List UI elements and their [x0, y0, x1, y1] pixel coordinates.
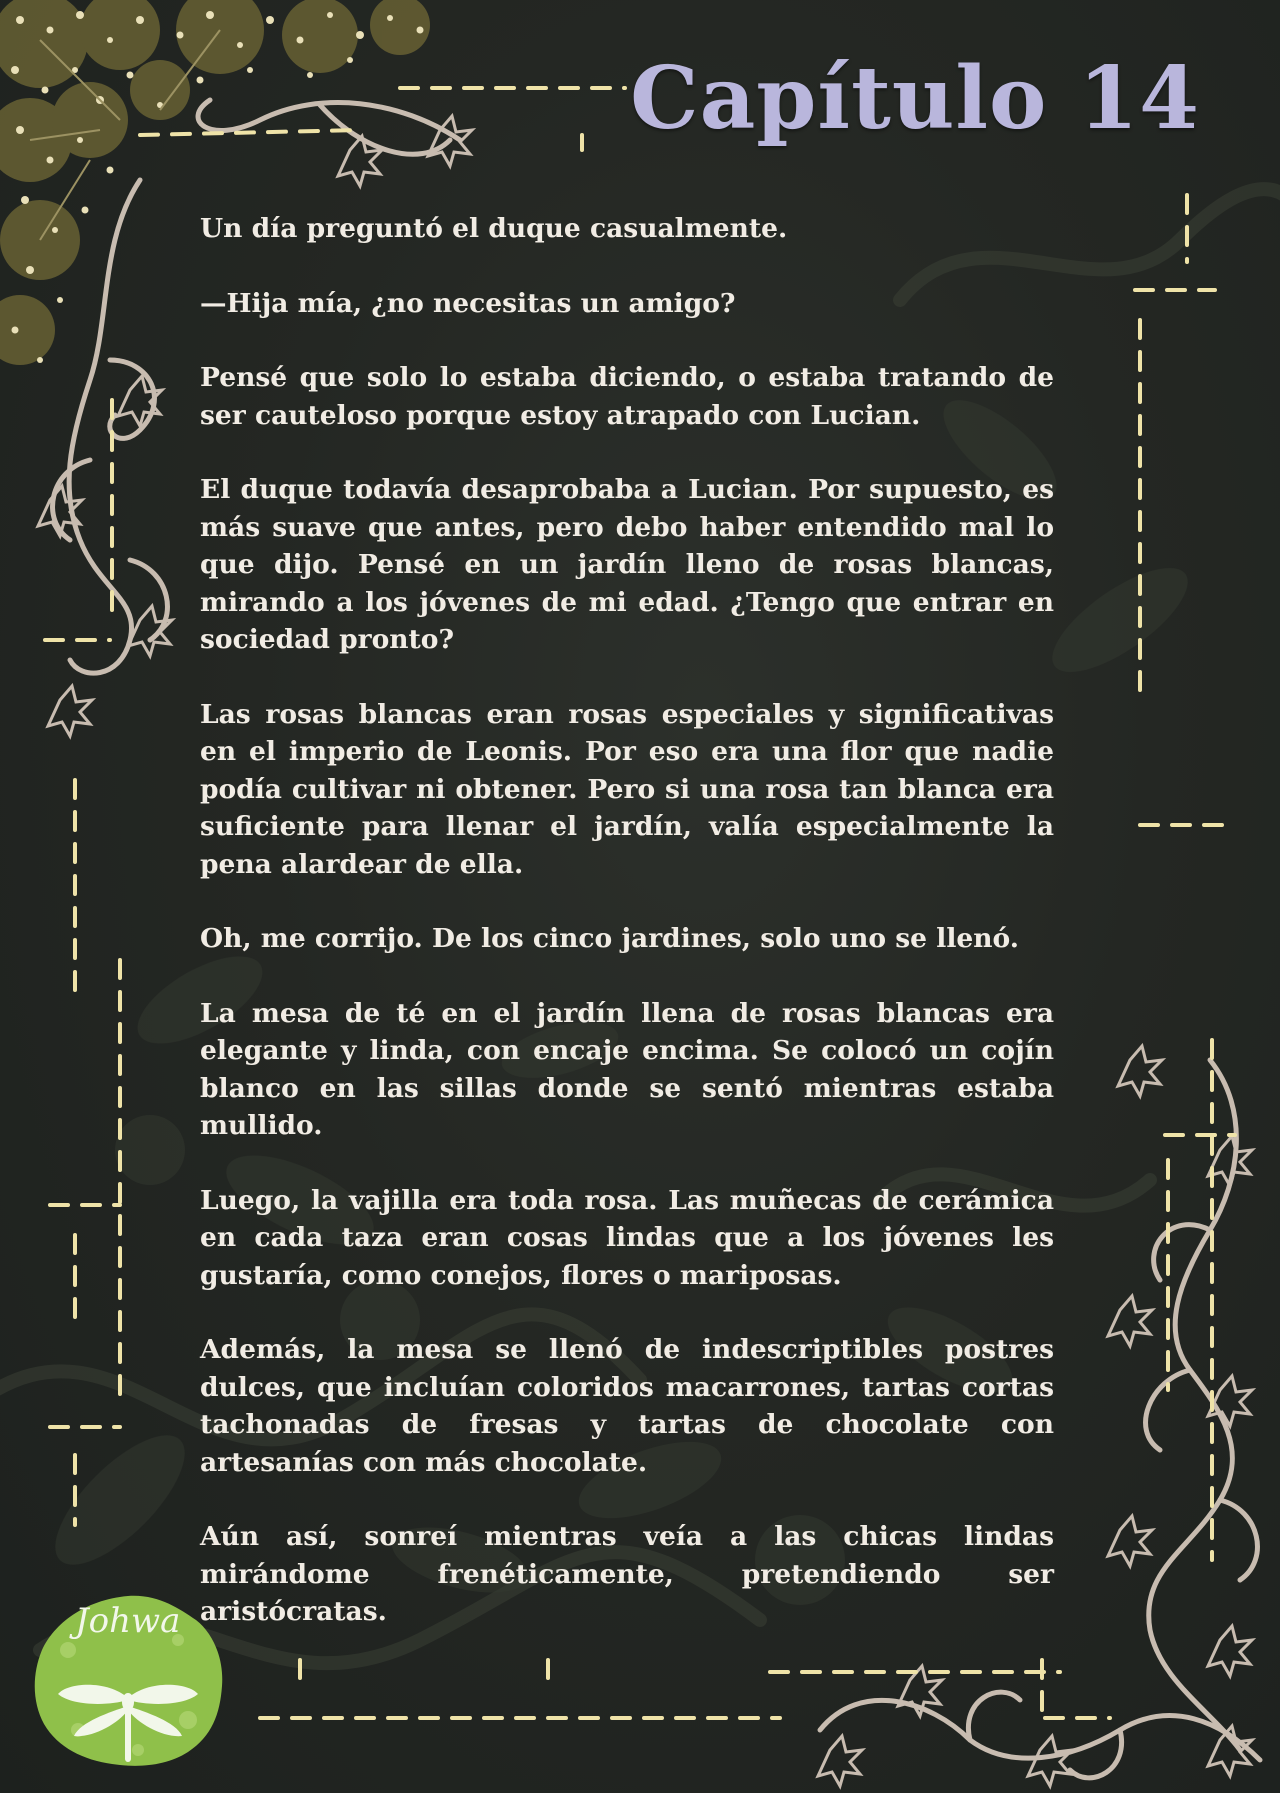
logo-text: Johwa [75, 1601, 181, 1641]
paragraph: Oh, me corrijo. De los cinco jardines, solo uno se llenó. [200, 923, 1019, 954]
paragraph: —Hija mía, ¿no necesitas un amigo? [200, 287, 736, 319]
paragraph: La mesa de té en el jardín llena de rosas blancas era elegante y linda, con encaje encima. Se colocó un cojín blanco en las sillas donde se sentó mientras estaba mullido. [200, 997, 1054, 1141]
paragraph: El duque todavía desaprobaba a Lucian. Por supuesto, es más suave que antes, pero debo haber entendido mal lo que dijo. Pensé en un jardín lleno de rosas blancas, mirando a los jóvenes de mi edad. ¿Tengo que entrar en sociedad pronto? [200, 474, 1054, 655]
paragraph: Pensé que solo lo estaba diciendo, o estaba tratando de ser cauteloso porque estoy atrapado con Lucian. [200, 362, 1054, 431]
chapter-title: Capítulo 14 [630, 48, 1200, 149]
paragraph: Además, la mesa se llenó de indescriptibles postres dulces, que incluían coloridos macarrones, tartas cortas tachonadas de fresas y tartas de chocolate con artesanías con más chocolate. [200, 1334, 1054, 1478]
chapter-text [200, 210, 1054, 1668]
paragraph: Luego, la vajilla era toda rosa. Las muñecas de cerámica en cada taza eran cosas lindas que a los jóvenes les gustaría, como conejos, flores o mariposas. [200, 1184, 1054, 1291]
paragraph: Un día preguntó el duque casualmente. [200, 213, 788, 244]
paragraph: Aún así, sonreí mientras veía a las chicas lindas mirándome frenéticamente, pretendiendo ser aristócratas. [200, 1521, 1054, 1627]
paragraph: Las rosas blancas eran rosas especiales y significativas en el imperio de Leonis. Por eso era una flor que nadie podía cultivar ni obtener. Pero si una rosa tan blanca era suficiente para llenar el jardín, valía especialmente la pena alardear de ella. [200, 698, 1054, 880]
